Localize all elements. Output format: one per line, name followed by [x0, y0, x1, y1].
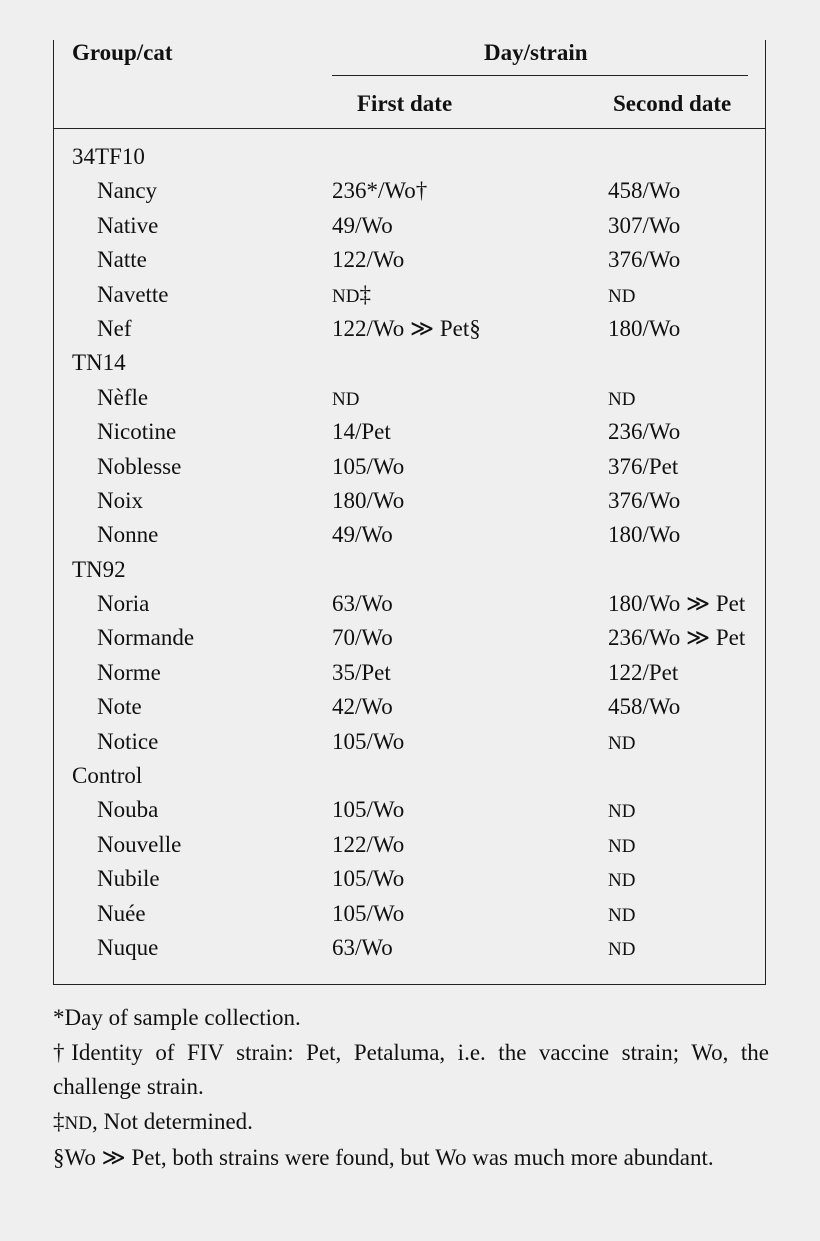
- table-row: [54, 522, 765, 556]
- group-row: [54, 350, 765, 384]
- column-header-group-cat: Group/cat: [72, 40, 173, 65]
- cat-name-cell: Nonne: [97, 522, 159, 548]
- cat-name-cell: Native: [97, 212, 159, 238]
- first-date-cell: 180/Wo: [332, 487, 405, 513]
- table-row: [54, 419, 765, 453]
- cat-name-cell: Norme: [97, 659, 161, 685]
- table-row: [54, 797, 765, 831]
- footnotes: [53, 1001, 769, 1176]
- cat-name-cell: Noblesse: [97, 453, 182, 479]
- second-date-cell: 458/Wo: [608, 178, 681, 204]
- second-date-cell: ND: [608, 801, 636, 823]
- footnote-nd: ‡ND, Not determined.: [53, 1108, 253, 1134]
- first-date-cell: 63/Wo: [332, 934, 393, 960]
- second-date-cell: ND: [608, 938, 636, 960]
- cat-name-cell: Notice: [97, 728, 159, 754]
- first-date-cell: 122/Wo: [332, 831, 405, 857]
- column-header-day-strain: Day/strain: [484, 40, 588, 65]
- group-name-cell: TN92: [72, 556, 126, 582]
- second-date-cell: 458/Wo: [608, 694, 681, 720]
- column-header-first-date: First date: [357, 91, 453, 116]
- cat-name-cell: Natte: [97, 247, 147, 273]
- group-name-cell: Control: [72, 763, 143, 789]
- group-name-cell: TN14: [72, 350, 126, 376]
- table-row: [54, 488, 765, 522]
- second-date-cell: 180/Wo: [608, 315, 681, 341]
- second-date-cell: 376/Wo: [608, 247, 681, 273]
- first-date-cell: 122/Wo ≫ Pet§: [332, 315, 481, 341]
- table-row: [54, 625, 765, 659]
- cat-name-cell: Nubile: [97, 866, 160, 892]
- first-date-cell: 105/Wo: [332, 728, 405, 754]
- first-date-cell: 49/Wo: [332, 522, 393, 548]
- cat-name-cell: Note: [97, 694, 142, 720]
- table-row: [54, 178, 765, 212]
- first-date-cell: 105/Wo: [332, 866, 405, 892]
- cat-name-cell: Normande: [97, 625, 195, 651]
- table-row: [54, 901, 765, 935]
- second-date-cell: 376/Pet: [608, 453, 679, 479]
- cat-name-cell: Noix: [97, 487, 143, 513]
- first-date-cell: 49/Wo: [332, 212, 393, 238]
- table-row: [54, 247, 765, 281]
- second-date-cell: ND: [608, 870, 636, 892]
- cat-name-cell: Nef: [97, 315, 132, 341]
- table-row: [54, 935, 765, 969]
- table-row: [54, 454, 765, 488]
- cat-name-cell: Nouba: [97, 797, 159, 823]
- group-name-cell: 34TF10: [72, 144, 145, 169]
- first-date-cell: 105/Wo: [332, 453, 405, 479]
- second-date-cell: 122/Pet: [608, 659, 679, 685]
- first-date-cell: 14/Pet: [332, 419, 391, 445]
- group-row: [54, 144, 765, 178]
- footnote-wo-pet: §Wo ≫ Pet, both strains were found, but Wo was much more abundant.: [53, 1145, 714, 1171]
- first-date-cell: 35/Pet: [332, 659, 391, 685]
- cat-name-cell: Noria: [97, 591, 150, 617]
- cat-name-cell: Nancy: [97, 178, 158, 204]
- cat-name-cell: Navette: [97, 281, 169, 307]
- first-date-cell: 105/Wo: [332, 900, 405, 926]
- second-date-cell: 307/Wo: [608, 212, 681, 238]
- header-separator: [54, 128, 765, 129]
- data-table: [53, 40, 766, 985]
- header-spanner-rule: [332, 75, 748, 76]
- second-date-cell: ND: [608, 904, 636, 926]
- first-date-cell: 63/Wo: [332, 591, 393, 617]
- first-date-cell: 70/Wo: [332, 625, 393, 651]
- table-row: [54, 729, 765, 763]
- first-date-cell: 122/Wo: [332, 247, 405, 273]
- table-row: [54, 282, 765, 316]
- cat-name-cell: Nuque: [97, 934, 159, 960]
- table-body: [54, 144, 765, 969]
- second-date-cell: ND: [608, 388, 636, 410]
- table-row: [54, 385, 765, 419]
- table-row: [54, 213, 765, 247]
- first-date-cell: 236*/Wo†: [332, 178, 428, 204]
- second-date-cell: ND: [608, 732, 636, 754]
- second-date-cell: 376/Wo: [608, 487, 681, 513]
- footnote-day: *Day of sample collection.: [53, 1005, 301, 1030]
- group-row: [54, 557, 765, 591]
- cat-name-cell: Nuée: [97, 900, 146, 926]
- table-row: [54, 316, 765, 350]
- cat-name-cell: Nicotine: [97, 419, 177, 445]
- first-date-cell: 105/Wo: [332, 797, 405, 823]
- first-date-cell: ND‡: [332, 281, 371, 307]
- footnote-strain-identity: †Identity of FIV strain: Pet, Petaluma, i.e. the vaccine strain; Wo, the challenge strain.: [53, 1039, 769, 1100]
- table-row: [54, 660, 765, 694]
- second-date-cell: 236/Wo: [608, 419, 681, 445]
- group-row: [54, 763, 765, 797]
- cat-name-cell: Nèfle: [97, 384, 149, 410]
- cat-name-cell: Nouvelle: [97, 831, 182, 857]
- table-row: [54, 866, 765, 900]
- second-date-cell: 236/Wo ≫ Pet: [608, 625, 746, 651]
- table-row: [54, 591, 765, 625]
- second-date-cell: ND: [608, 835, 636, 857]
- second-date-cell: ND: [608, 285, 636, 307]
- first-date-cell: ND: [332, 388, 360, 410]
- table-row: [54, 694, 765, 728]
- second-date-cell: 180/Wo: [608, 522, 681, 548]
- first-date-cell: 42/Wo: [332, 694, 393, 720]
- table-row: [54, 832, 765, 866]
- column-header-second-date: Second date: [613, 91, 732, 116]
- second-date-cell: 180/Wo ≫ Pet: [608, 591, 746, 617]
